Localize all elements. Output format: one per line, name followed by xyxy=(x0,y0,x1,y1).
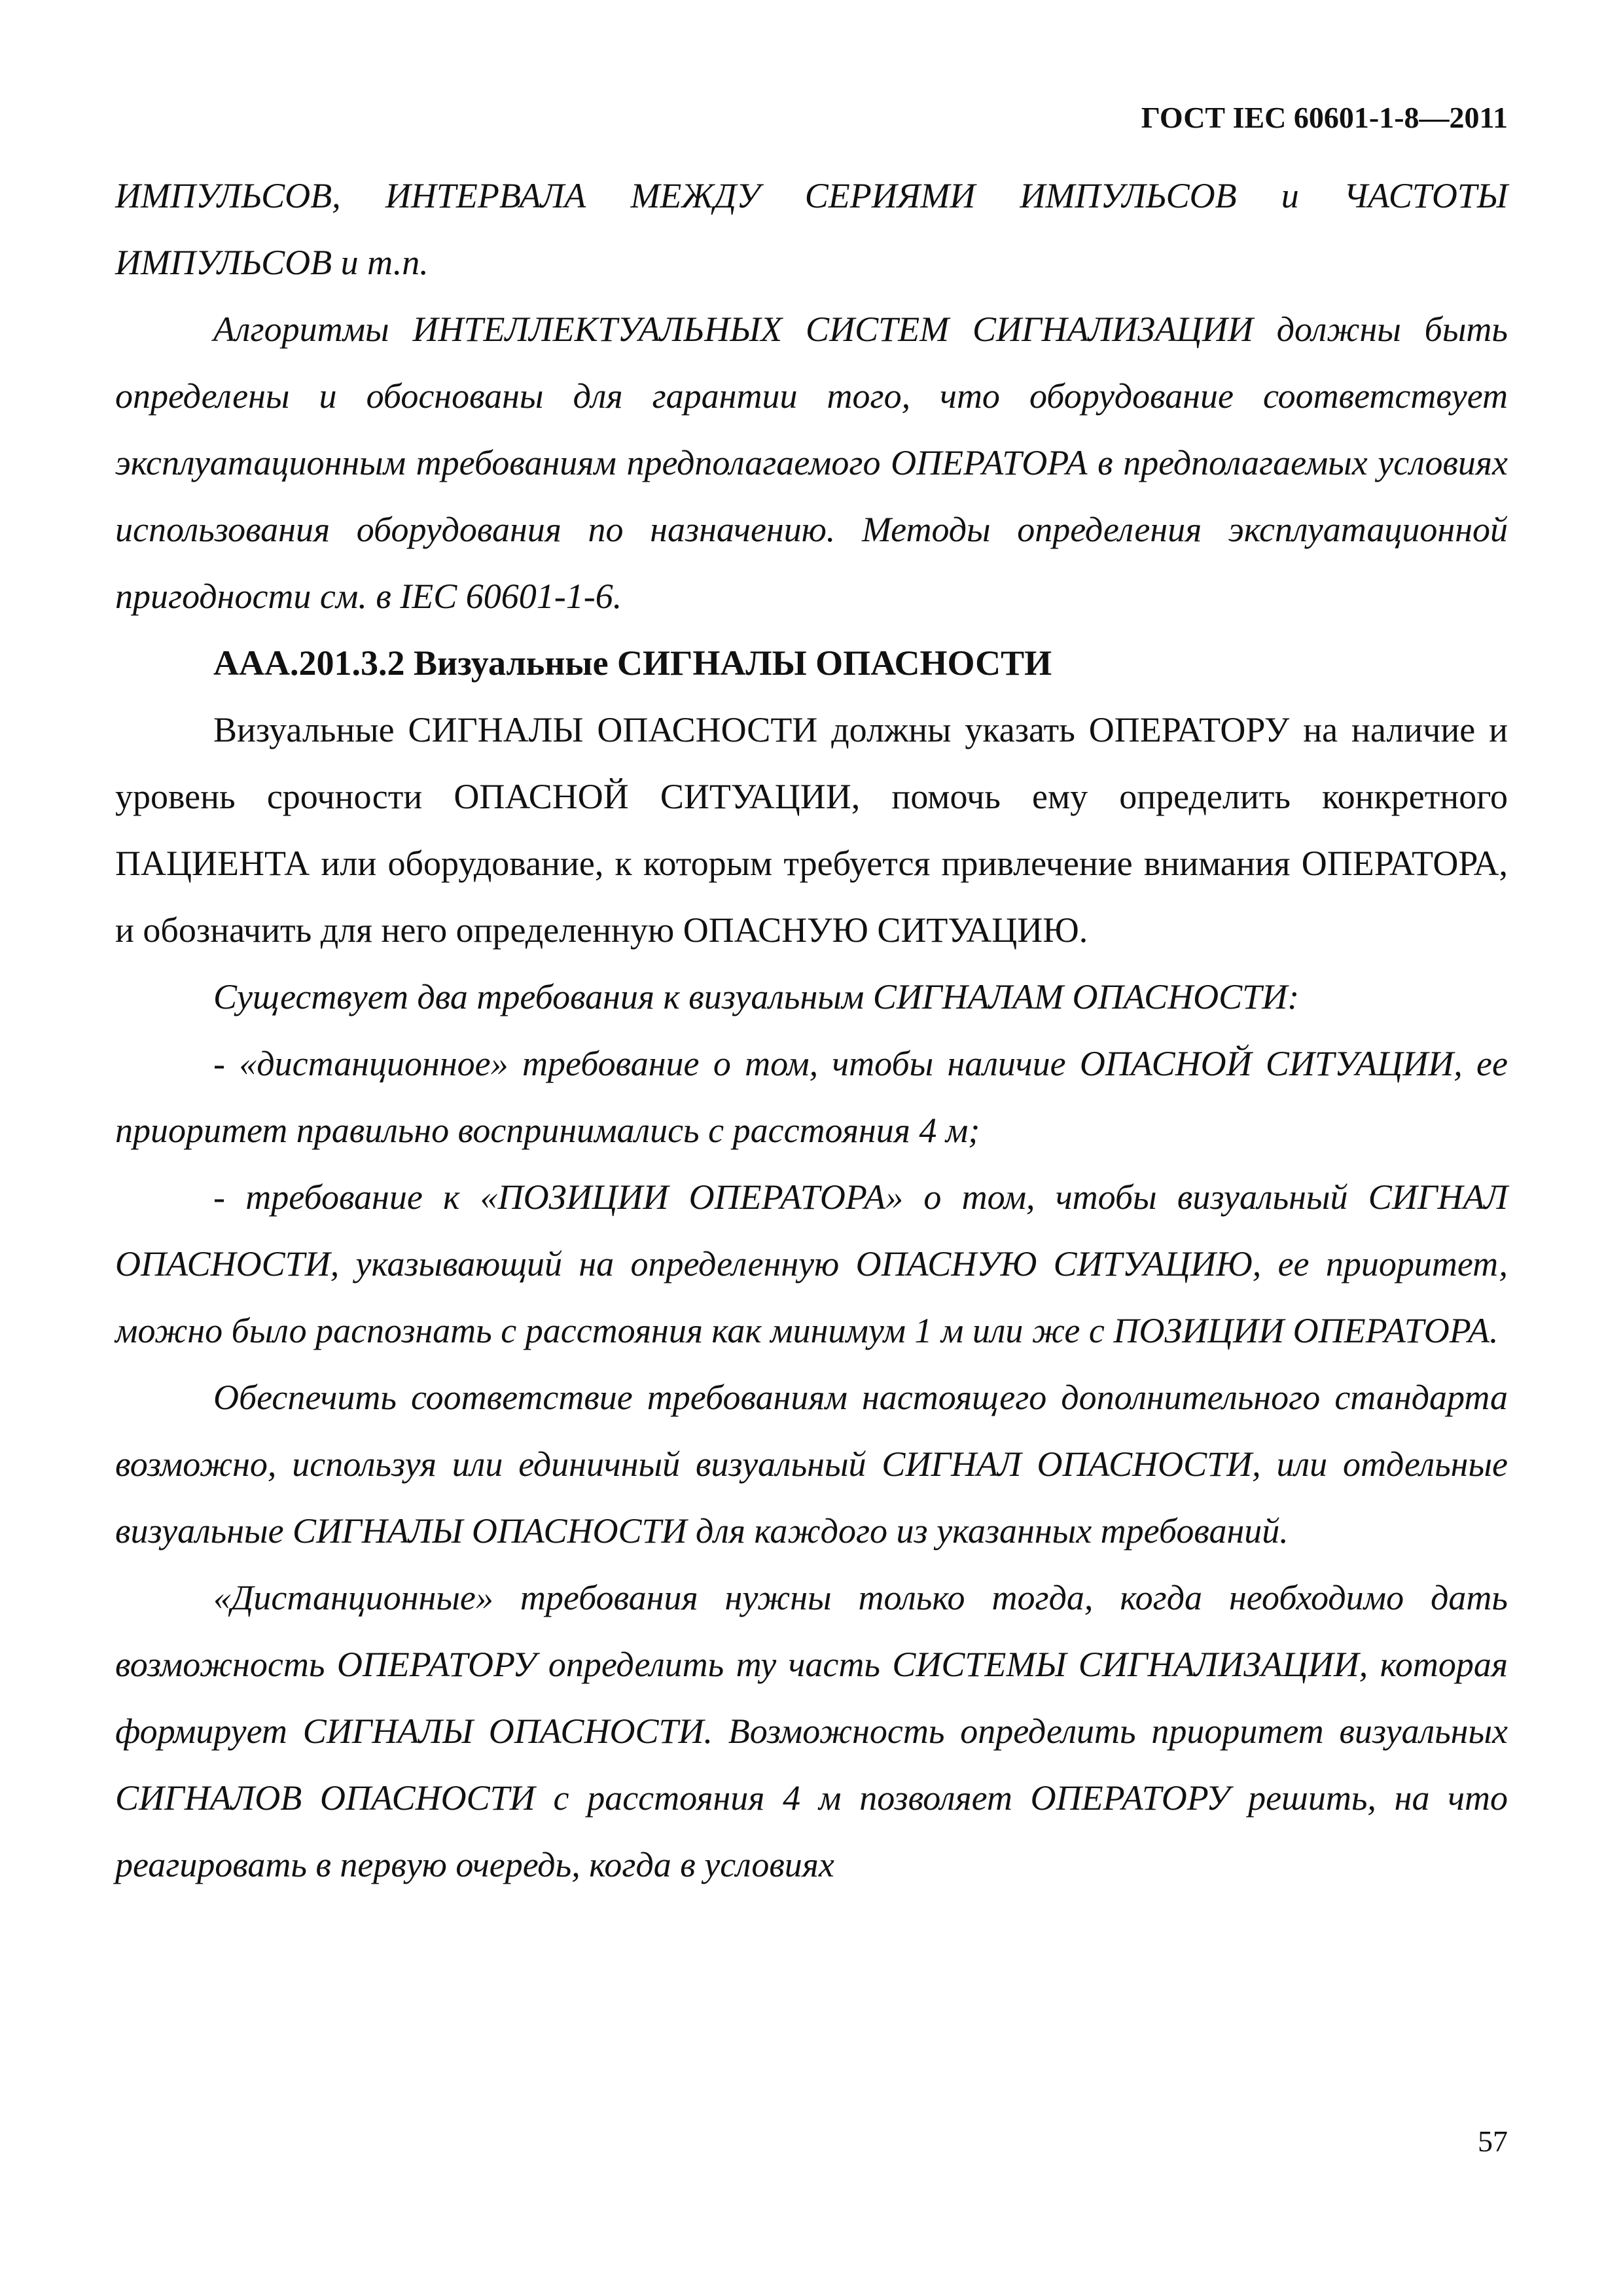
paragraph-intelligent-alarm-algorithms: Алгоритмы ИНТЕЛЛЕКТУАЛЬНЫХ СИСТЕМ СИГНАЛИЗАЦИИ должны быть определены и обоснованы для гарантии того, что оборудование соответствует эксплуатационным требованиям предполагаемого ОПЕРАТОРА в предполагаемых условиях использования оборудования по назначению. Методы определения эксплуатационной пригодности см. в IEC 60601-1-6. xyxy=(115,310,1508,616)
list-item-operator-position-requirement: - требование к «ПОЗИЦИИ ОПЕРАТОРА» о том, чтобы визуальный СИГНАЛ ОПАСНОСТИ, указывающий на определенную ОПАСНУЮ СИТУАЦИЮ, ее приоритет, можно было распознать с расстояния как минимум 1 м или же с ПОЗИЦИИ ОПЕРАТОРА. xyxy=(115,1177,1508,1350)
document-standard-header: ГОСТ IEC 60601-1-8—2011 xyxy=(1141,101,1508,134)
list-item-distant-requirement: - «дистанционное» требование о том, чтобы наличие ОПАСНОЙ СИТУАЦИИ, ее приоритет правильно воспринимались с расстояния 4 м; xyxy=(115,1044,1508,1150)
section-heading: ААА.201.3.2 Визуальные СИГНАЛЫ ОПАСНОСТИ xyxy=(213,643,1052,683)
paragraph-compliance: Обеспечить соответствие требованиям настоящего дополнительного стандарта возможно, используя или единичный визуальный СИГНАЛ ОПАСНОСТИ, или отдельные визуальные СИГНАЛЫ ОПАСНОСТИ для каждого из указанных требований. xyxy=(115,1378,1508,1551)
paragraph-visual-signals-purpose: Визуальные СИГНАЛЫ ОПАСНОСТИ должны указать ОПЕРАТОРУ на наличие и уровень срочности ОПАСНОЙ СИТУАЦИИ, помочь ему определить конкретного ПАЦИЕНТА или оборудование, к которым требуется привлечение внимания ОПЕРАТОРА, и обозначить для него определенную ОПАСНУЮ СИТУАЦИЮ. xyxy=(115,710,1508,950)
document-body xyxy=(115,162,1508,1898)
paragraph-distant-requirements: «Дистанционные» требования нужны только тогда, когда необходимо дать возможность ОПЕРАТОРУ определить ту часть СИСТЕМЫ СИГНАЛИЗАЦИИ, которая формирует СИГНАЛЫ ОПАСНОСТИ. Возможность определить приоритет визуальных СИГНАЛОВ ОПАСНОСТИ с расстояния 4 м позволяет ОПЕРАТОРУ решить, на что реагировать в первую очередь, когда в условиях xyxy=(115,1578,1508,1884)
page-number: 57 xyxy=(1478,2125,1508,2158)
paragraph-two-requirements: Существует два требования к визуальным СИГНАЛАМ ОПАСНОСТИ: xyxy=(213,977,1300,1016)
paragraph-continuation: ИМПУЛЬСОВ, ИНТЕРВАЛА МЕЖДУ СЕРИЯМИ ИМПУЛЬСОВ и ЧАСТОТЫ ИМПУЛЬСОВ и т.п. xyxy=(115,176,1508,282)
